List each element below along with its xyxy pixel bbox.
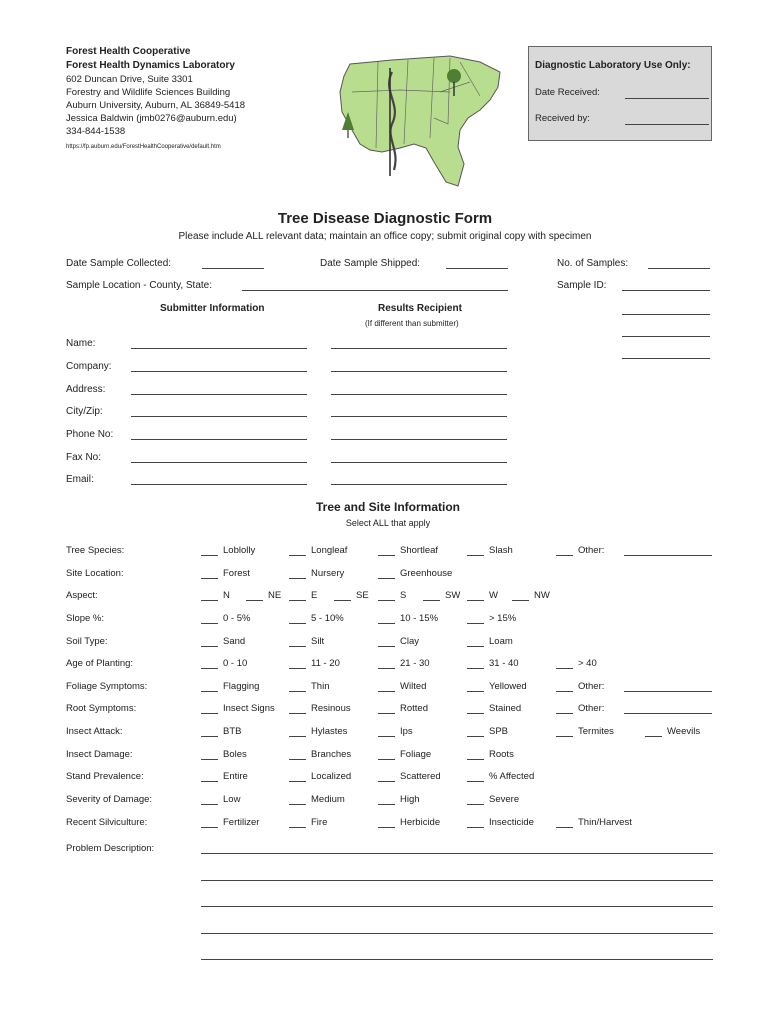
option-checkbox[interactable] <box>378 691 395 692</box>
option-label: 0 - 10 <box>223 658 248 669</box>
lab-box-title: Diagnostic Laboratory Use Only: <box>535 60 691 71</box>
option-label: Localized <box>311 771 352 782</box>
option-checkbox[interactable] <box>378 736 395 737</box>
option-label: Weevils <box>667 726 701 737</box>
option-label: Silt <box>311 636 325 647</box>
option-checkbox[interactable] <box>467 600 484 601</box>
option-label: 0 - 5% <box>223 613 251 624</box>
option-label: Fertilizer <box>223 817 260 828</box>
option-checkbox[interactable] <box>556 736 573 737</box>
option-label: Clay <box>400 636 420 647</box>
recipient-note: (If different than submitter) <box>365 319 459 328</box>
option-label: Greenhouse <box>400 568 453 579</box>
option-checkbox[interactable] <box>201 781 218 782</box>
option-checkbox[interactable] <box>378 646 395 647</box>
sample-location-label: Sample Location - County, State: <box>66 280 213 291</box>
option-label: Foliage <box>400 749 432 760</box>
option-label: SPB <box>489 726 509 737</box>
option-checkbox[interactable] <box>378 713 395 714</box>
option-checkbox[interactable] <box>289 555 306 556</box>
option-label: Shortleaf <box>400 545 439 556</box>
option-checkbox[interactable] <box>378 827 395 828</box>
option-label: Insecticide <box>489 817 534 828</box>
recipient-field[interactable] <box>331 371 507 372</box>
sample-id-field-4[interactable] <box>622 358 710 359</box>
sample-id-field-2[interactable] <box>622 314 710 315</box>
option-checkbox[interactable] <box>289 759 306 760</box>
sample-id-label: Sample ID: <box>557 280 607 291</box>
option-checkbox[interactable] <box>201 623 218 624</box>
option-checkbox[interactable] <box>289 736 306 737</box>
option-label: Stained <box>489 703 522 714</box>
option-row-label: Site Location: <box>66 568 124 579</box>
option-label: Slash <box>489 545 513 556</box>
contact-label: Company: <box>66 361 112 372</box>
option-checkbox[interactable] <box>378 555 395 556</box>
option-row-label: Severity of Damage: <box>66 794 153 805</box>
option-row-label: Soil Type: <box>66 636 108 647</box>
option-label: Longleaf <box>311 545 348 556</box>
option-label: 21 - 30 <box>400 658 430 669</box>
website-url: https://fp.auburn.edu/ForestHealthCooperative/default.htm <box>66 144 221 150</box>
option-label: S <box>400 590 407 601</box>
option-checkbox[interactable] <box>289 827 306 828</box>
problem-line-2[interactable] <box>201 880 713 881</box>
option-checkbox[interactable] <box>467 668 484 669</box>
contact-label: Phone No: <box>66 429 114 440</box>
option-checkbox[interactable] <box>289 578 306 579</box>
option-label: Other: <box>578 545 605 556</box>
option-checkbox[interactable] <box>201 668 218 669</box>
option-checkbox[interactable] <box>556 668 573 669</box>
option-label: W <box>489 590 498 601</box>
option-checkbox[interactable] <box>334 600 351 601</box>
option-label: Roots <box>489 749 514 760</box>
option-checkbox[interactable] <box>378 600 395 601</box>
option-row-label: Age of Planting: <box>66 658 134 669</box>
option-checkbox[interactable] <box>556 827 573 828</box>
contact-label: Name: <box>66 338 96 349</box>
option-checkbox[interactable] <box>289 713 306 714</box>
sample-id-field-3[interactable] <box>622 336 710 337</box>
submitter-field[interactable] <box>131 348 307 349</box>
option-checkbox[interactable] <box>467 623 484 624</box>
address-line-1: 602 Duncan Drive, Suite 3301 <box>66 74 193 85</box>
option-checkbox[interactable] <box>201 713 218 714</box>
option-label: Ips <box>400 726 413 737</box>
date-collected-field[interactable] <box>202 268 264 269</box>
problem-line-5[interactable] <box>201 959 713 960</box>
problem-line-1[interactable] <box>201 853 713 854</box>
option-label: Thin/Harvest <box>578 817 632 828</box>
address-line-2: Forestry and Wildlife Sciences Building <box>66 87 231 98</box>
option-checkbox[interactable] <box>378 578 395 579</box>
option-checkbox[interactable] <box>289 804 306 805</box>
option-label: NE <box>268 590 282 601</box>
contact-label: City/Zip: <box>66 406 103 417</box>
option-label: Other: <box>578 703 605 714</box>
option-label: Herbicide <box>400 817 441 828</box>
option-label: SE <box>356 590 369 601</box>
received-by-label: Received by: <box>535 113 590 124</box>
contact-label: Address: <box>66 384 106 395</box>
recipient-field[interactable] <box>331 348 507 349</box>
org-name-1: Forest Health Cooperative <box>66 46 191 57</box>
recipient-field[interactable] <box>331 484 507 485</box>
option-label: Flagging <box>223 681 260 692</box>
option-checkbox[interactable] <box>556 691 573 692</box>
problem-line-4[interactable] <box>201 933 713 934</box>
option-checkbox[interactable] <box>289 691 306 692</box>
option-checkbox[interactable] <box>467 691 484 692</box>
option-checkbox[interactable] <box>467 781 484 782</box>
southeast-map-logo <box>330 52 530 192</box>
option-checkbox[interactable] <box>467 804 484 805</box>
option-row-label: Recent Silviculture: <box>66 817 148 828</box>
option-label: Forest <box>223 568 250 579</box>
date-received-label: Date Received: <box>535 87 600 98</box>
date-shipped-field[interactable] <box>446 268 508 269</box>
option-checkbox[interactable] <box>467 646 484 647</box>
option-label: 31 - 40 <box>489 658 519 669</box>
contact-label: Fax No: <box>66 452 102 463</box>
submitter-field[interactable] <box>131 462 307 463</box>
option-label: N <box>223 590 230 601</box>
option-label: 10 - 15% <box>400 613 439 624</box>
option-label: Insect Signs <box>223 703 275 714</box>
option-label: Resinous <box>311 703 351 714</box>
submitter-field[interactable] <box>131 439 307 440</box>
option-checkbox[interactable] <box>423 600 440 601</box>
contact-label: Email: <box>66 474 94 485</box>
option-checkbox[interactable] <box>467 736 484 737</box>
option-row-label: Stand Prevalence: <box>66 771 144 782</box>
option-label: > 15% <box>489 613 517 624</box>
recipient-heading: Results Recipient <box>378 303 462 314</box>
option-checkbox[interactable] <box>201 691 218 692</box>
option-label: % Affected <box>489 771 535 782</box>
option-checkbox[interactable] <box>378 804 395 805</box>
option-checkbox[interactable] <box>556 713 573 714</box>
option-checkbox[interactable] <box>201 646 218 647</box>
option-checkbox[interactable] <box>378 781 395 782</box>
option-checkbox[interactable] <box>378 668 395 669</box>
tree-site-note: Select ALL that apply <box>345 518 431 528</box>
date-received-line[interactable] <box>625 98 709 99</box>
option-label: Other: <box>578 681 605 692</box>
option-label: Sand <box>223 636 246 647</box>
recipient-field[interactable] <box>331 416 507 417</box>
option-label: Wilted <box>400 681 427 692</box>
option-row-label: Tree Species: <box>66 545 125 556</box>
option-label: Fire <box>311 817 328 828</box>
option-label: Branches <box>311 749 352 760</box>
option-label: High <box>400 794 420 805</box>
option-label: Loblolly <box>223 545 256 556</box>
phone-number: 334-844-1538 <box>66 126 126 137</box>
option-checkbox[interactable] <box>201 600 218 601</box>
submitter-field[interactable] <box>131 371 307 372</box>
option-checkbox[interactable] <box>201 736 218 737</box>
other-field[interactable] <box>624 555 712 556</box>
option-label: Severe <box>489 794 520 805</box>
option-label: E <box>311 590 318 601</box>
option-label: BTB <box>223 726 242 737</box>
option-checkbox[interactable] <box>289 623 306 624</box>
option-checkbox[interactable] <box>246 600 263 601</box>
option-row-label: Aspect: <box>66 590 98 601</box>
option-checkbox[interactable] <box>467 555 484 556</box>
option-label: Hylastes <box>311 726 348 737</box>
option-label: Loam <box>489 636 513 647</box>
problem-description-label: Problem Description: <box>66 843 155 854</box>
contact-person: Jessica Baldwin (jmb0276@auburn.edu) <box>66 113 237 124</box>
option-label: Yellowed <box>489 681 527 692</box>
option-label: Thin <box>311 681 330 692</box>
option-checkbox[interactable] <box>645 736 662 737</box>
option-checkbox[interactable] <box>556 555 573 556</box>
recipient-field[interactable] <box>331 439 507 440</box>
recipient-field[interactable] <box>331 462 507 463</box>
option-label: Scattered <box>400 771 441 782</box>
date-collected-label: Date Sample Collected: <box>66 258 172 269</box>
option-checkbox[interactable] <box>289 600 306 601</box>
option-checkbox[interactable] <box>289 781 306 782</box>
option-label: 11 - 20 <box>311 658 340 669</box>
option-row-label: Slope %: <box>66 613 105 624</box>
option-checkbox[interactable] <box>289 668 306 669</box>
option-label: Termites <box>578 726 614 737</box>
option-checkbox[interactable] <box>467 713 484 714</box>
other-field[interactable] <box>624 691 712 692</box>
option-row-label: Foliage Symptoms: <box>66 681 148 692</box>
option-checkbox[interactable] <box>201 827 218 828</box>
num-samples-field[interactable] <box>648 268 710 269</box>
recipient-field[interactable] <box>331 394 507 395</box>
sample-location-field[interactable] <box>242 290 508 291</box>
option-label: NW <box>534 590 550 601</box>
option-checkbox[interactable] <box>378 623 395 624</box>
lab-use-box <box>528 46 712 141</box>
option-checkbox[interactable] <box>201 578 218 579</box>
option-row-label: Insect Attack: <box>66 726 123 737</box>
option-label: Entire <box>223 771 248 782</box>
option-checkbox[interactable] <box>467 759 484 760</box>
problem-line-3[interactable] <box>201 906 713 907</box>
option-checkbox[interactable] <box>201 555 218 556</box>
option-checkbox[interactable] <box>467 827 484 828</box>
option-label: Nursery <box>311 568 345 579</box>
option-checkbox[interactable] <box>378 759 395 760</box>
date-shipped-label: Date Sample Shipped: <box>320 258 421 269</box>
option-checkbox[interactable] <box>201 759 218 760</box>
submitter-field[interactable] <box>131 484 307 485</box>
option-label: Boles <box>223 749 247 760</box>
org-name-2: Forest Health Dynamics Laboratory <box>66 60 235 71</box>
option-label: SW <box>445 590 461 601</box>
option-checkbox[interactable] <box>512 600 529 601</box>
submitter-field[interactable] <box>131 416 307 417</box>
option-row-label: Insect Damage: <box>66 749 133 760</box>
submitter-heading: Submitter Information <box>160 303 265 314</box>
tree-site-heading: Tree and Site Information <box>315 500 461 514</box>
form-subtitle: Please include ALL relevant data; maintain an office copy; submit original copy with specimen <box>178 231 592 242</box>
sample-id-field-1[interactable] <box>622 290 710 291</box>
option-label: > 40 <box>578 658 597 669</box>
option-checkbox[interactable] <box>201 804 218 805</box>
other-field[interactable] <box>624 713 712 714</box>
option-row-label: Root Symptoms: <box>66 703 137 714</box>
form-title: Tree Disease Diagnostic Form <box>277 210 493 227</box>
num-samples-label: No. of Samples: <box>557 258 629 269</box>
option-label: Low <box>223 794 241 805</box>
received-by-line[interactable] <box>625 124 709 125</box>
address-line-3: Auburn University, Auburn, AL 36849-5418 <box>66 100 246 111</box>
option-checkbox[interactable] <box>289 646 306 647</box>
option-label: Medium <box>311 794 345 805</box>
option-label: 5 - 10% <box>311 613 344 624</box>
option-label: Rotted <box>400 703 428 714</box>
submitter-field[interactable] <box>131 394 307 395</box>
